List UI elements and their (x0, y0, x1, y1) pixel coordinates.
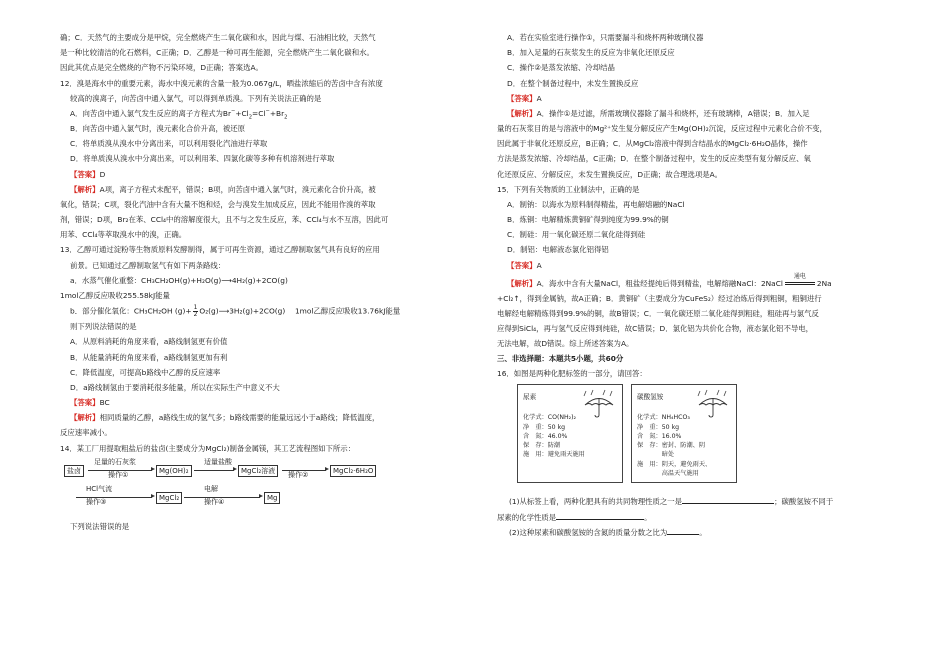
flow-arrowhead (151, 494, 155, 498)
flow-box-mg: Mg (264, 492, 280, 504)
flow-arrowhead (325, 467, 329, 471)
answer-tag: 【答案】 (70, 398, 100, 408)
q15-analysis-line: 无法电解，故D错误。综上所述答案为A。 (497, 339, 634, 349)
q15-analysis-line: 电解经电解精炼得到99.9%的铜，故B错误；C．一氧化碳还原二氧化硅得到粗硅，粗硅再与氯气反 (497, 308, 819, 318)
flow-label-op4: 操作④ (204, 497, 225, 506)
q13-stem: 13．乙醇可通过淀粉等生物质原料发酵制得，属于可再生资源，通过乙醇制取氢气具有良好的应用 (60, 245, 380, 255)
q13-answer: 【答案】BC (70, 398, 110, 408)
process-flow-diagram (64, 459, 442, 515)
q15-analysis-line: 应得到SiCl₄，再与氢气反应得到纯硅，故C错误；D．氯化铝为共价化合物，液态氯化铝不导电， (497, 324, 814, 334)
label-usage-cont: 高温天气施用 (637, 470, 699, 478)
q14-analysis-line: 方法是蒸发浓缩、冷却结晶，C正确；D．在整个制备过程中，发生的反应类型有复分解反应、氧 (497, 154, 811, 164)
q13-route-b: b．部分催化氧化：CH₃CH₂OH (g)+ $\frac{1}{2}$ O₂(g)⟶3H₂(g)+2CO(g) 1mol乙醇反应吸收13.76kJ能量 (70, 304, 401, 319)
label-storage-cont: 暗处 (637, 451, 675, 459)
q15-analysis: 【解析】A．海水中含有大量NaCl，粗盐经提纯后得到精盐，电解熔融NaCl：2NaCl 通电 2Na (507, 272, 832, 288)
q13-option-b: B．从能量消耗的角度来看，a路线制氢更加有利 (70, 352, 228, 362)
label-net-weight: 净 重：50 kg (637, 423, 680, 431)
flow-arrowhead (259, 494, 263, 498)
q14-analysis-line: 因此属于非氧化还原反应，B正确；C．从MgCl₂溶液中得到含结晶水的MgCl₂·6H₂O晶体，操作 (497, 139, 808, 149)
q16-stem: 16．如图是两种化肥标签的一部分，请回答： (497, 369, 647, 379)
intro-line: 因此其优点是完全燃烧的产物不污染环境，D正确；答案选A。 (60, 63, 263, 73)
flow-label-lime: 足量的石灰浆 (94, 457, 136, 466)
label-formula: 化学式：NH₄HCO₃ (637, 414, 690, 422)
label-formula: 化学式：CO(NH₂)₂ (523, 414, 577, 422)
answer-blank[interactable] (556, 513, 644, 520)
flow-arrowhead (151, 467, 155, 471)
q12-analysis-line: 用苯、CCl₄等萃取溴水中的溴，正确。 (60, 230, 187, 240)
intro-line: 确；C．天然气的主要成分是甲烷，完全燃烧产生二氧化碳和水，因此与煤、石油相比较，天然气 (60, 33, 376, 42)
answer-tag: 【答案】 (70, 169, 100, 179)
flow-box-mgcl2-hydrate: MgCl₂·6H₂O (330, 465, 376, 477)
q15-option-b: B．炼铜：电解精炼黄铜矿得到纯度为99.9%的铜 (507, 215, 669, 225)
answer-tag: 【答案】 (507, 260, 537, 270)
q14-analysis: 【解析】A．操作①是过滤，所需玻璃仪器除了漏斗和烧杯，还有玻璃棒，A错误；B．加入足 (507, 108, 810, 118)
umbrella-icon (582, 389, 616, 419)
analysis-tag: 【解析】 (70, 184, 100, 194)
flow-box-mgcl2: MgCl₂ (156, 492, 182, 504)
flow-label-op3: 操作③ (86, 497, 107, 506)
flow-label-electrolysis: 电解 (204, 484, 218, 493)
umbrella-icon (696, 389, 730, 419)
electrolysis-arrow: 通电 (785, 282, 815, 286)
q13-analysis: 【解析】相同质量的乙醇，a路线生成的氢气多；b路线需要的能量远远小于a路线；降低温度， (70, 413, 380, 423)
intro-line: 是一种比较清洁的化石燃料，C正确；D．乙醇是一种可再生能源，完全燃烧产生二氧化碳和水。 (60, 48, 374, 58)
q14-option-b: B．加入足量的石灰浆发生的反应为非氧化还原反应 (507, 48, 675, 58)
q15-option-a: A．制钠：以海水为原料制得精盐，再电解熔融的NaCl (507, 199, 685, 209)
flow-box-salt-brine: 盐卤 (64, 465, 84, 477)
q12-analysis-line: 剂，错误；D项，Br₂在苯、CCl₄中的溶解度很大，且不与之发生反应，苯、CCl₄与水不互溶，因此可 (60, 215, 389, 225)
q15-option-d: D．制铝：电解液态氯化铝得铝 (507, 245, 609, 255)
flow-box-mgoh2: Mg(OH)₂ (156, 465, 192, 477)
q15-analysis-line: +Cl₂↑，得到金属钠，故A正确；B．黄铜矿（主要成分为CuFeS₂）经过冶炼后得到粗铜，粗铜进行 (497, 293, 822, 303)
q12-option-d: D．将单质溴从溴水中分离出来，可以利用苯、四氯化碳等多种有机溶剂进行萃取 (70, 154, 335, 164)
q12-answer: 【答案】D (70, 169, 106, 179)
q14-analysis-line: 化还原反应、分解反应，未发生置换反应，D正确；故合理选项是A。 (497, 169, 723, 179)
flow-label-op1: 操作① (108, 470, 129, 479)
right-column (497, 32, 899, 542)
label-usage: 施 用：避免雨天施用 (523, 451, 585, 459)
q15-stem: 15．下列有关物质的工业制法中，正确的是 (497, 184, 640, 194)
q13-analysis-line: 反应速率减小。 (60, 428, 112, 438)
flow-label-hcl: 适量盐酸 (204, 457, 232, 466)
q14-option-c: C．操作②是蒸发浓缩、冷却结晶 (507, 63, 615, 73)
answer-blank[interactable] (682, 497, 774, 504)
answer-blank[interactable] (667, 528, 699, 535)
label-net-weight: 净 重：50 kg (523, 423, 566, 431)
section-heading: 三、非选择题：本题共5小题，共60分 (497, 354, 624, 364)
flow-arrow-line (194, 470, 234, 471)
q12-option-b: B．向苦卤中通入氯气时，溴元素化合价升高，被还原 (70, 124, 246, 134)
q16-sub2: (2)这种尿素和碳酸氢铵的含氮的质量分数之比为 。 (509, 527, 707, 537)
q15-answer: 【答案】A (507, 260, 542, 270)
q13-option-d: D．a路线制氢由于要消耗很多能量，所以在实际生产中意义不大 (70, 382, 280, 392)
q12-stem: 12．溴是海水中的重要元素，海水中溴元素的含量一般为0.067g/L，晒盐浓缩后的苦卤中含有浓度 (60, 78, 383, 88)
fraction-one-half: $\frac{1}{2}$ (193, 304, 198, 319)
label-nitrogen: 含 氮：46.0% (523, 432, 568, 440)
q16-sub1: (1)从标签上看，两种化肥具有的共同物理性质之一是 ；碳酸氢铵不同于 (509, 497, 834, 507)
label-usage: 施 用：阴天，避免雨天、 (637, 460, 712, 468)
analysis-tag: 【解析】 (507, 278, 537, 288)
q14-option-a: A．若在实验室进行操作①，只需要漏斗和烧杯两种玻璃仪器 (507, 33, 704, 42)
flow-box-mgcl2-solution: MgCl₂溶液 (238, 465, 278, 477)
label-storage: 保 存：防潮 (523, 442, 561, 450)
analysis-tag: 【解析】 (70, 413, 100, 423)
q15-option-c: C．制硅：用一氧化碳还原二氧化硅得到硅 (507, 230, 646, 240)
flow-arrowhead (233, 467, 237, 471)
left-column (60, 32, 442, 536)
label-nitrogen: 含 氮：16.0% (637, 432, 682, 440)
flow-label-hcl-stream: HCl气流 (86, 484, 113, 493)
q13-option-c: C．降低温度，可提高b路线中乙醇的反应速率 (70, 367, 221, 377)
q12-option-c: C．将单质溴从溴水中分离出来，可以利用裂化汽油进行萃取 (70, 139, 268, 149)
q12-analysis: 【解析】A项，离子方程式未配平，错误；B项，向苦卤中通入氯气时，溴元素化合价升高，被 (70, 184, 376, 194)
analysis-tag: 【解析】 (507, 108, 537, 118)
label-storage: 保 存：密封、防潮、阴 (637, 442, 706, 450)
q16-sub1-cont: 尿素的化学性质是 。 (497, 512, 652, 522)
q14-option-d: D．在整个制备过程中，未发生置换反应 (507, 78, 639, 88)
q12-option-a: A．向苦卤中通入氯气发生反应的离子方程式为$Br^-+Cl_2=Cl^-+Br_2$ (70, 108, 288, 121)
answer-tag: 【答案】 (507, 93, 537, 103)
q13-route-a-energy: 1mol乙醇反应吸收255.58kJ能量 (60, 290, 170, 300)
urea-label-card (517, 384, 623, 483)
q13-stem-cont: 前景。已知通过乙醇制取氢气有如下两条路线： (70, 260, 226, 270)
q14-ask: 下列说法错误的是 (70, 521, 130, 531)
label-product-name: 碳酸氢铵 (637, 393, 664, 402)
label-product-name: 尿素 (523, 393, 537, 402)
q14-answer: 【答案】A (507, 93, 542, 103)
q14-stem: 14．某工厂用提取粗盐后的盐卤(主要成分为MgCl₂)制备金属镁，其工艺流程图如下所示： (60, 443, 356, 453)
q13-option-a: A．从原料消耗的角度来看，a路线制氢更有价值 (70, 337, 228, 347)
flow-label-op2: 操作② (288, 470, 309, 479)
q12-stem-cont: 较高的溴离子，向苦卤中通入氯气，可以得到单质溴。下列有关说法正确的是 (70, 93, 322, 103)
ammonium-bicarbonate-label-card (631, 384, 737, 483)
q12-analysis-line: 氧化，错误；C项，裂化汽油中含有大量不饱和烃，会与溴发生加成反应，因此不能用作溴的萃取 (60, 199, 376, 209)
q14-analysis-line: 量的石灰浆目的是与溶液中的Mg²⁺发生复分解反应产生Mg(OH)₂沉淀，反应过程中元素化合价不变， (497, 124, 827, 134)
fertilizer-labels-figure (497, 384, 899, 488)
q13-ask: 则下列说法错误的是 (70, 322, 137, 332)
q13-route-a: a．水蒸气催化重整：CH₃CH₂OH(g)+H₂O(g)⟶4H₂(g)+2CO(g) (70, 275, 288, 285)
